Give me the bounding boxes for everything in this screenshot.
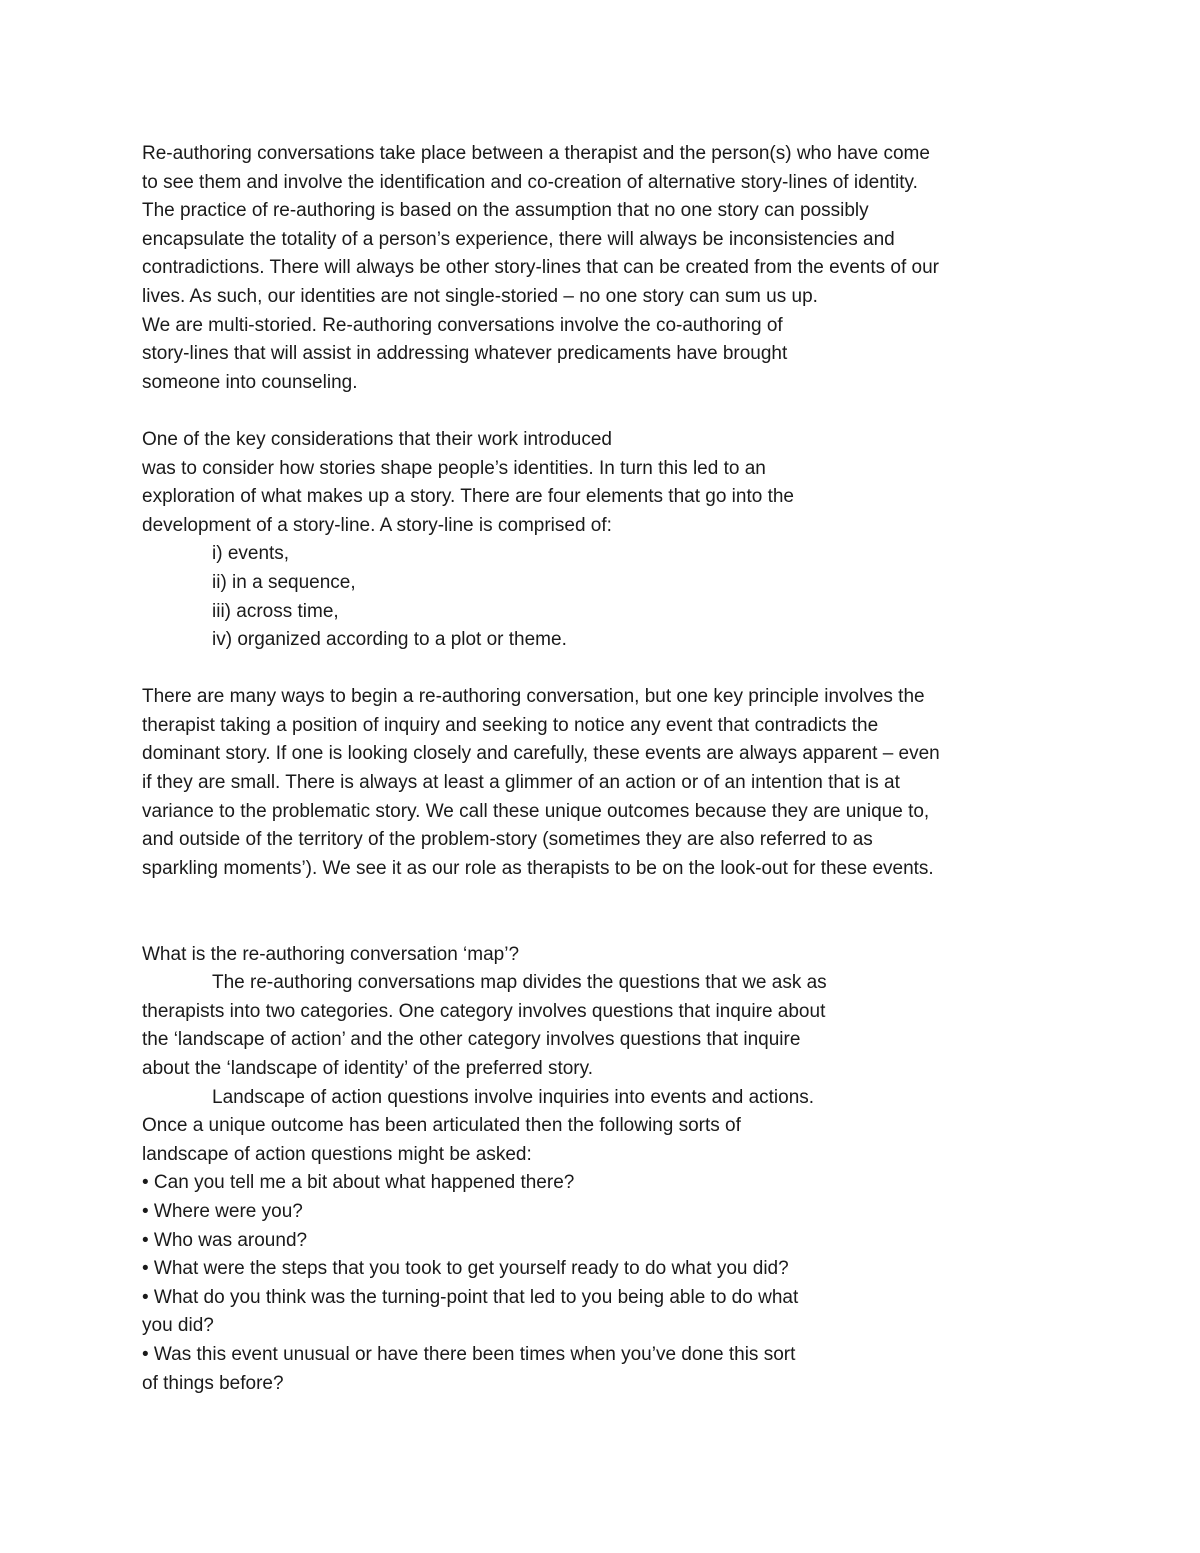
text-line: was to consider how stories shape people’s identities. In turn this led to an [142,457,766,479]
text-line: landscape of action questions might be asked: [142,1143,532,1165]
paragraph-gap [142,655,1062,684]
text-line: variance to the problematic story. We call these unique outcomes because they are unique to, [142,800,930,822]
text-line: therapists into two categories. One category involves questions that inquire about [142,1000,826,1022]
text-line: if they are small. There is always at least a glimmer of an action or of an intention that is at [142,772,900,794]
list-item: • What were the steps that you took to get yourself ready to do what you did? [142,1258,789,1280]
text-line: Once a unique outcome has been articulated then the following sorts of [142,1115,741,1137]
list-item: • Where were you? [142,1200,303,1222]
list-item: iii) across time, [212,600,339,622]
paragraph-landscape-of-action [142,1084,1062,1170]
text-line: The re-authoring conversations map divides the questions that we ask as [212,972,827,994]
list-item: • Who was around? [142,1229,308,1251]
text-line: dominant story. If one is looking closely and carefully, these events are always apparent – even [142,743,940,765]
text-line: We are multi-storied. Re-authoring conversations involve the co-authoring of [142,314,783,336]
text-line: therapist taking a position of inquiry and seeking to notice any event that contradicts the [142,714,879,736]
paragraph-unique-outcomes [142,683,1062,883]
text-line: exploration of what makes up a story. There are four elements that go into the [142,486,794,508]
text-line: contradictions. There will always be other story-lines that can be created from the events of our [142,257,939,279]
list-item: you did? [142,1315,214,1337]
paragraph-map-description [142,969,1062,1083]
text-line: There are many ways to begin a re-authoring conversation, but one key principle involves the [142,686,925,708]
text-line: story-lines that will assist in addressing whatever predicaments have brought [142,343,788,365]
text-line: lives. As such, our identities are not single-storied – no one story can sum us up. [142,285,818,307]
story-elements-list [142,540,1062,654]
list-item: • Can you tell me a bit about what happened there? [142,1172,575,1194]
list-item: i) events, [212,543,290,565]
list-item: ii) in a sequence, [212,571,356,593]
text-line: development of a story-line. A story-line is comprised of: [142,514,612,536]
text-line: The practice of re-authoring is based on the assumption that no one story can possibly [142,200,869,222]
section-gap [142,883,1062,940]
paragraph-re-authoring-intro [142,140,1062,397]
section-heading: What is the re-authoring conversation ‘map’? [142,943,520,965]
text-line: encapsulate the totality of a person’s experience, there will always be inconsistencies and [142,228,895,250]
document-page [142,140,1062,1398]
paragraph-gap [142,397,1062,426]
list-item: iv) organized according to a plot or theme. [212,629,567,651]
list-item: • What do you think was the turning-point that led to you being able to do what [142,1286,799,1308]
text-line: someone into counseling. [142,371,358,393]
text-line: the ‘landscape of action’ and the other category involves questions that inquire [142,1029,801,1051]
text-line: to see them and involve the identification and co-creation of alternative story-lines of identity. [142,171,918,193]
text-line: One of the key considerations that their work introduced [142,428,612,450]
questions-list [142,1169,1062,1398]
list-item: • Was this event unusual or have there been times when you’ve done this sort [142,1343,796,1365]
paragraph-story-elements [142,426,1062,540]
text-line: and outside of the territory of the problem-story (sometimes they are also referred to as [142,829,873,851]
text-line: Re-authoring conversations take place between a therapist and the person(s) who have come [142,143,930,164]
text-line: Landscape of action questions involve inquiries into events and actions. [212,1086,815,1108]
text-line: about the ‘landscape of identity’ of the preferred story. [142,1058,593,1079]
text-line: sparkling moments’). We see it as our role as therapists to be on the look-out for these events. [142,857,934,879]
list-item: of things before? [142,1372,284,1394]
